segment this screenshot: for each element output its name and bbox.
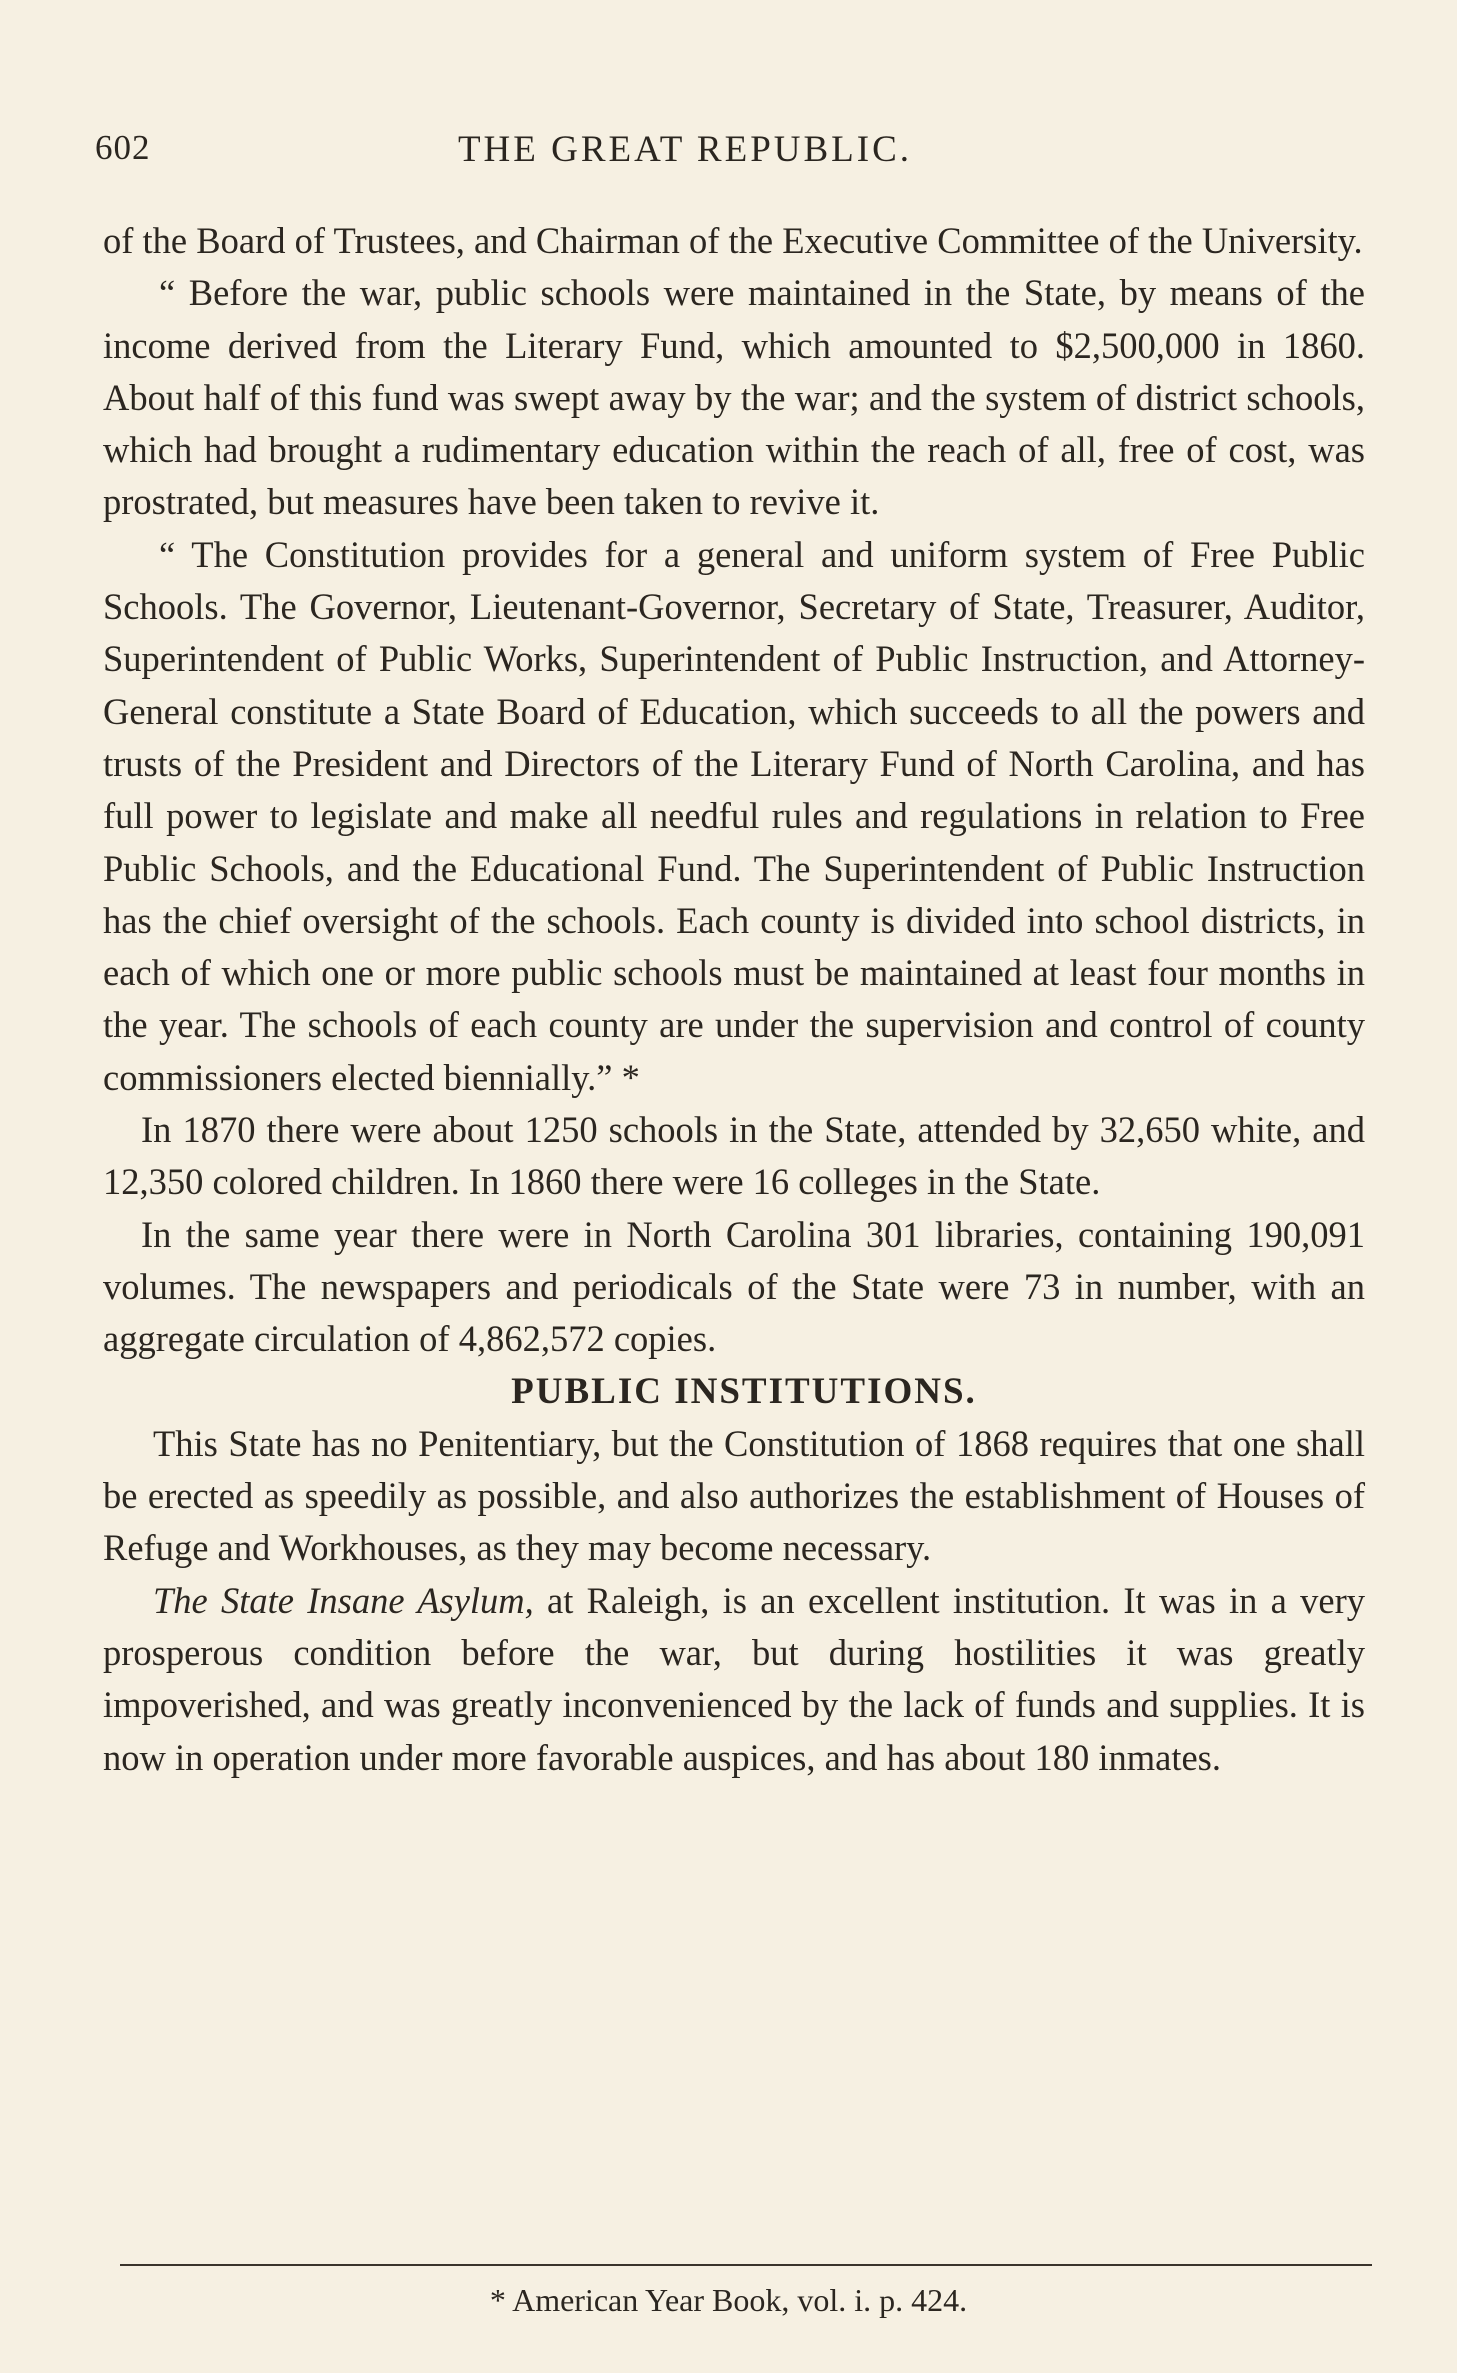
- paragraph: [103, 1575, 1365, 1784]
- paragraph: In the same year there were in North Carolina 301 libraries, containing 190,091 volumes. The newspapers and periodicals of the State were 73 in number, with an aggregate circulation of 4,862,572 copies.: [103, 1213, 1365, 1360]
- institution-name: The State Insane Asylum,: [153, 1579, 534, 1621]
- page-header: [95, 128, 1375, 188]
- section-heading: PUBLIC INSTITUTIONS.: [511, 1370, 977, 1412]
- body-text: [103, 215, 1365, 1784]
- footnote: * American Year Book, vol. i. p. 424.: [489, 2282, 968, 2318]
- paragraph: “ The Constitution provides for a general and uniform system of Free Public Schools. The Governor, Lieutenant-Governor, Secretary of State, Treasurer, Auditor, Superintendent of Public Works, Superintendent of Public Instruction, and Attorney-General constitute a State Board of Education, which succeeds to all the powers and trusts of the President and Directors of the Literary Fund of North Carolina, and has full power to legislate and make all needful rules and regulations in relation to Free Public Schools, and the Educational Fund. The Superintendent of Public Instruction has the chief oversight of the schools. Each county is divided into school districts, in each of which one or more public schools must be maintained at least four months in the year. The schools of each county are under the supervision and control of county commissioners elected biennially.” *: [103, 533, 1365, 1098]
- running-title: THE GREAT REPUBLIC.: [457, 129, 913, 170]
- page-number: 602: [95, 128, 151, 167]
- paragraph-text: at Raleigh, is an excellent institution. It was in a very prosperous condition before the war, but during hostilities it was greatly impoverished, and was greatly inconvenienced by the lack of funds and supplies. It is now in operation under more favorable auspices, and has about 180 inmates.: [103, 1579, 1365, 1778]
- paragraph: In 1870 there were about 1250 schools in the State, attended by 32,650 white, and 12,350 colored children. In 1860 there were 16 colleges in the State.: [103, 1109, 1365, 1203]
- paragraph: This State has no Penitentiary, but the Constitution of 1868 requires that one shall be erected as speedily as possible, and also authorizes the establishment of Houses of Refuge and Workhouses, as they may become necessary.: [103, 1422, 1365, 1569]
- paragraph: “ Before the war, public schools were maintained in the State, by means of the income derived from the Literary Fund, which amounted to $2,500,000 in 1860. About half of this fund was swept away by the war; and the system of district schools, which had brought a rudimentary education within the reach of all, free of cost, was prostrated, but measures have been taken to revive it.: [103, 272, 1365, 523]
- paragraph: of the Board of Trustees, and Chairman of the Executive Committee of the University.: [103, 220, 1363, 261]
- footnote-rule: [120, 2264, 1372, 2266]
